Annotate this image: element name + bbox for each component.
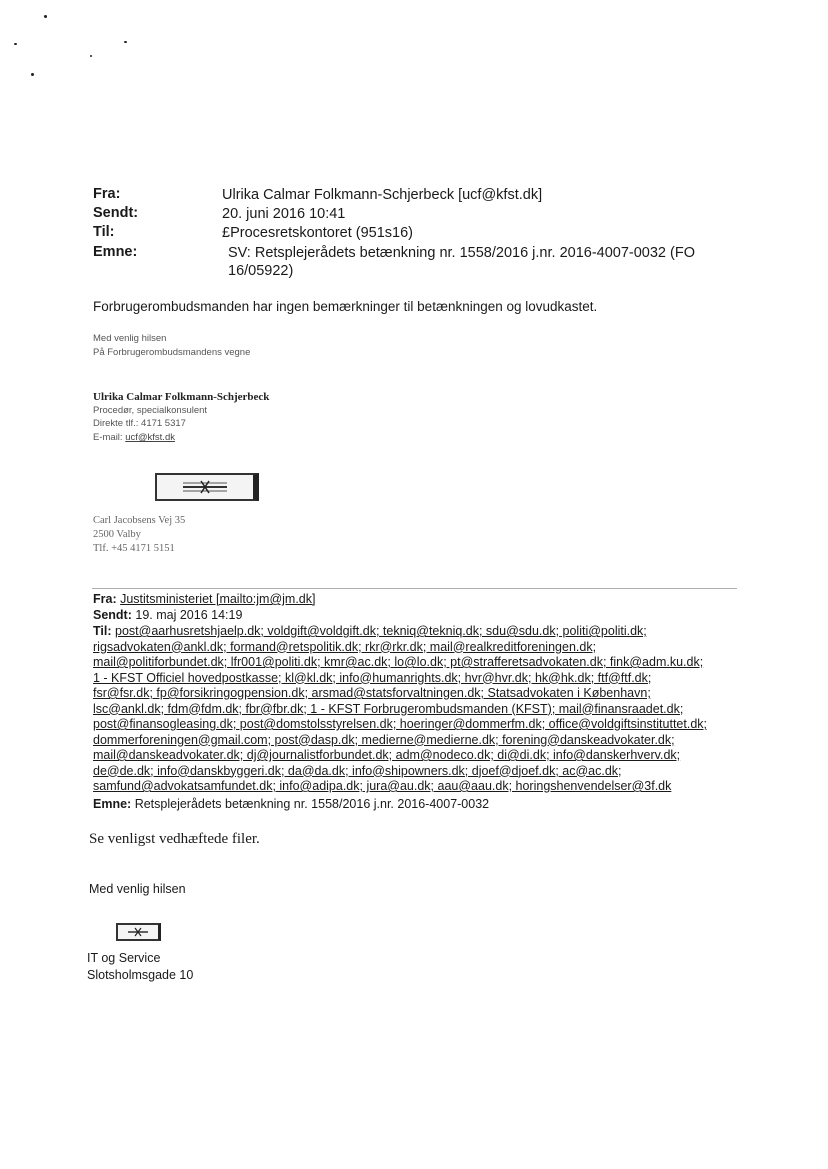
signature-on-behalf: På Forbrugerombudsmandens vegne	[93, 347, 251, 358]
to-label: Til:	[93, 224, 115, 240]
recipient-line[interactable]: mail@politiforbundet.dk; lfr001@politi.dk; kmr@ac.dk; lo@lo.dk; pt@strafferetsadvokaten.dk; fink@adm.ku.dk;	[93, 655, 704, 669]
address-city: 2500 Valby	[93, 529, 141, 540]
signature-email-line	[93, 432, 175, 443]
scan-speck	[31, 73, 34, 76]
forwarded-from-line	[93, 592, 743, 608]
forwarded-sent-label: Sendt:	[93, 608, 132, 622]
forwarded-sent-line	[93, 608, 743, 624]
forwarded-subject-label: Emne:	[93, 797, 132, 811]
sent-value: 20. juni 2016 10:41	[222, 206, 346, 222]
recipient-line[interactable]: rigsadvokaten@ankl.dk; formand@retspolitik.dk; rkr@rkr.dk; mail@realkreditforeningen.dk;	[93, 639, 597, 654]
logo-mark-icon	[118, 925, 158, 939]
scan-speck	[90, 55, 92, 57]
recipient-line[interactable]: fsr@fsr.dk; fp@forsikringogpension.dk; arsmad@statsforvaltningen.dk; Statsadvokaten i København;	[93, 686, 651, 700]
scan-speck	[14, 43, 17, 45]
recipient-line[interactable]: dommerforeningen@gmail.com; post@dasp.dk; medierne@medierne.dk; forening@danskeadvokater.dk;	[93, 732, 675, 747]
scan-speck	[44, 15, 47, 18]
recipient-line[interactable]: samfund@advokatsamfundet.dk; info@adipa.dk; jura@au.dk; aau@aau.dk; horingshenvendelser@3f.dk	[93, 779, 672, 793]
from-value: Ulrika Calmar Folkmann-Schjerbeck [ucf@kfst.dk]	[222, 187, 543, 203]
forwarded-from-value[interactable]: Justitsministeriet [mailto:jm@jm.dk]	[120, 592, 316, 606]
org-unit: IT og Service	[87, 951, 161, 965]
address-phone: Tlf. +45 4171 5151	[93, 543, 175, 554]
recipient-line[interactable]: mail@danskeadvokater.dk; dj@journalistforbundet.dk; adm@nodeco.dk; di@di.dk; info@danskerhverv.dk;	[93, 748, 681, 762]
organization-logo	[155, 473, 259, 501]
recipient-line[interactable]: de@de.dk; info@danskbyggeri.dk; da@da.dk; info@shipowners.dk; djoef@djoef.dk; ac@ac.dk;	[93, 763, 622, 778]
subject-value: SV: Retsplejerådets betænkning nr. 1558/2016 j.nr. 2016-4007-0032 (FO 16/05922)	[228, 245, 695, 279]
message-text: Forbrugerombudsmanden har ingen bemærkninger til betænkningen og lovudkastet.	[93, 299, 598, 314]
address-street: Carl Jacobsens Vej 35	[93, 515, 186, 526]
forwarded-to-block	[93, 624, 743, 795]
recipient-line[interactable]: post@aarhusretshjaelp.dk; voldgift@voldgift.dk; tekniq@tekniq.dk; sdu@sdu.dk; politi@politi.dk;	[115, 624, 647, 638]
ministry-logo	[116, 923, 161, 941]
recipient-line[interactable]: lsc@ankl.dk; fdm@fdm.dk; fbr@fbr.dk; 1 - KFST Forbrugerombudsmanden (KFST); mail@finansraadet.dk;	[93, 701, 684, 716]
to-value: £Procesretskontoret (951s16)	[222, 225, 414, 241]
logo-mark-icon	[157, 475, 253, 499]
signature-greeting: Med venlig hilsen	[93, 333, 167, 344]
subject-label: Emne:	[93, 244, 138, 260]
forwarded-subject-value: Retsplejerådets betænkning nr. 1558/2016 j.nr. 2016-4007-0032	[134, 797, 490, 811]
forwarded-greeting: Med venlig hilsen	[89, 882, 186, 896]
email-link[interactable]: ucf@kfst.dk	[125, 432, 175, 443]
scan-speck	[124, 41, 127, 43]
org-address: Slotsholmsgade 10	[87, 968, 194, 982]
forwarded-sent-value: 19. maj 2016 14:19	[135, 608, 243, 622]
forwarded-to-label: Til:	[93, 624, 112, 638]
signature-name: Ulrika Calmar Folkmann-Schjerbeck	[93, 391, 270, 403]
forwarded-from-label: Fra:	[93, 592, 117, 606]
signature-title: Procedør, specialkonsulent	[93, 405, 208, 416]
email-label: E-mail:	[93, 432, 126, 443]
from-label: Fra:	[93, 186, 121, 202]
signature-direct-phone: Direkte tlf.: 4171 5317	[93, 418, 186, 429]
forwarded-message: Se venligst vedhæftede filer.	[89, 831, 260, 847]
recipient-line[interactable]: post@finansogleasing.dk; post@domstolsstyrelsen.dk; hoeringer@dommerfm.dk; office@voldgiftsinstituttet.dk;	[93, 717, 708, 731]
forwarded-subject-line	[93, 797, 743, 813]
sent-label: Sendt:	[93, 205, 139, 221]
recipient-line[interactable]: 1 - KFST Officiel hovedpostkasse; kl@kl.dk; info@humanrights.dk; hvr@hvr.dk; hk@hk.dk; ftf@ftf.dk;	[93, 670, 652, 685]
forward-divider	[92, 588, 737, 589]
